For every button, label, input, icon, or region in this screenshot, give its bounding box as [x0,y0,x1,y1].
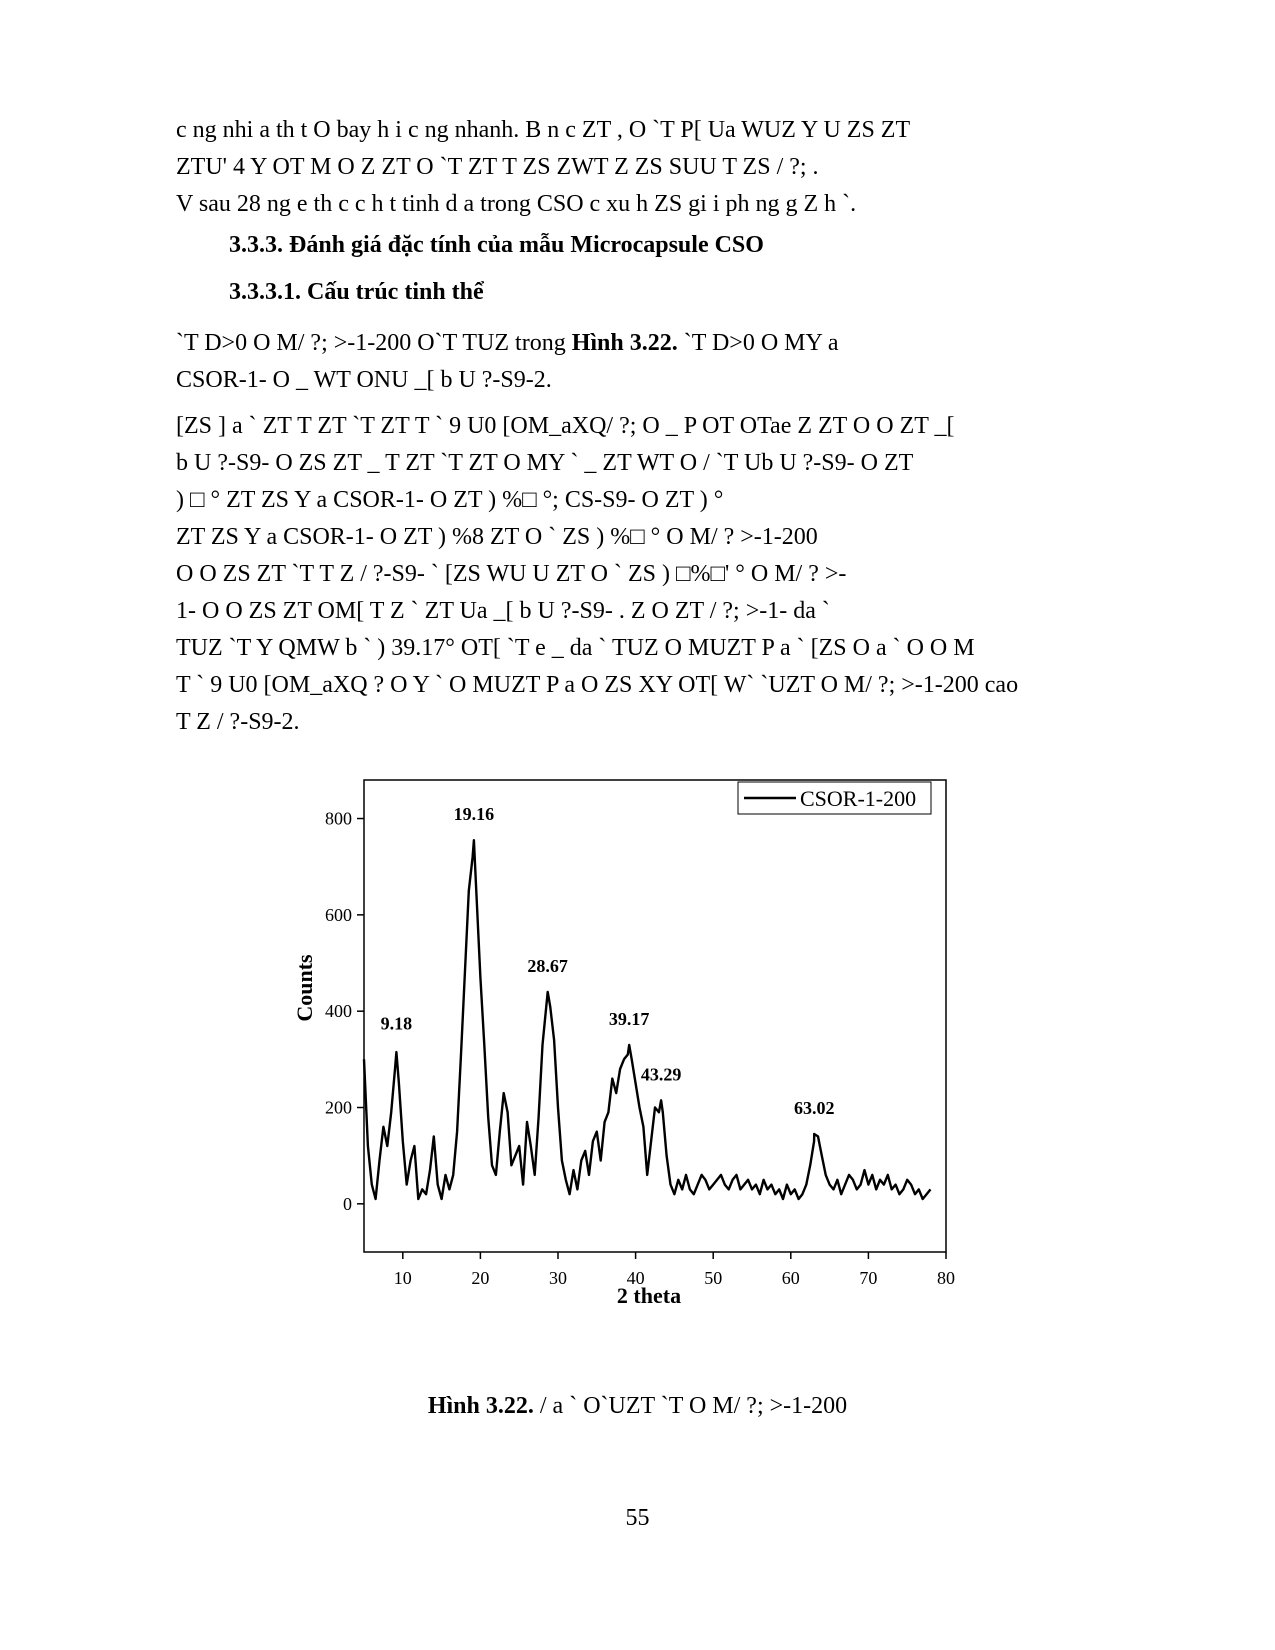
peak-label: 9.18 [380,1013,413,1034]
paragraph-1-line-3: V sau 28 ng e th c c h t tinh d a trong CSO c xu h ZS gi i ph ng g Z h `. [176,191,857,217]
x-tick-label: 40 [626,1268,645,1288]
subsection-heading-3-3-3-1: 3.3.3.1. Cấu trúc tinh thể [229,279,484,305]
page-number: 55 [625,1505,650,1531]
caption-label: Hình 3.22. [427,1393,534,1419]
x-tick-label: 10 [393,1268,412,1288]
x-tick-label: 80 [937,1268,955,1288]
y-tick-label: 600 [325,904,352,925]
xrd-figure [290,778,1010,1358]
paragraph-3-line-1: [ZS ] a ` ZT T ZT `T ZT T ` 9 U0 [OM_aXQ/ ?; O _ P OT OTae Z ZT O O ZT _[ [176,413,955,439]
peak-labels [381,804,835,1118]
paragraph-3-line-6: 1- O O ZS ZT OM[ T Z ` ZT Ua _[ b U ?-S9- . Z O ZT / ?; >-1- da ` [176,598,830,624]
y-tick-label: 0 [343,1193,352,1214]
y-axis-ticks [325,809,364,1214]
peak-label: 39.17 [608,1008,650,1029]
paragraph-3-line-8: T ` 9 U0 [OM_aXQ ? O Y ` O MUZT P a O ZS XY OT[ W` `UZT O M/ ?; >-1-200 cao [176,672,1019,698]
paragraph-3-line-9: T Z / ?-S9-2. [176,709,300,735]
x-tick-label: 30 [549,1268,567,1288]
x-tick-label: 50 [704,1268,723,1288]
legend [738,782,931,814]
paragraph-3 [176,408,1170,741]
y-tick-label: 200 [325,1097,352,1118]
paragraph-3-line-2: b U ?-S9- O ZS ZT _ T ZT `T ZT O MY ` _ ZT WT O / `T Ub U ?-S9- O ZT [176,450,914,476]
legend-label: CSOR-1-200 [800,786,917,811]
y-tick-label: 800 [325,808,352,829]
paragraph-2-line-2: CSOR-1- O _ WT ONU _[ b U ?-S9-2. [176,367,552,393]
y-tick-label: 400 [325,1001,352,1022]
x-tick-label: 70 [859,1268,878,1288]
paragraph-1 [176,112,1170,223]
paragraph-2-line-1-pre: `T D>0 O M/ ?; >-1-200 O`T TUZ trong [176,330,572,356]
peak-label: 63.02 [793,1098,835,1118]
peak-label: 19.16 [453,804,495,825]
xrd-chart [290,778,1010,1358]
figure-reference: Hình 3.22. [571,330,678,356]
x-axis-label: 2 theta [616,1283,682,1308]
figure-caption [0,1393,1275,1420]
x-tick-label: 20 [471,1268,490,1288]
paragraph-3-line-3: ) □ ° ZT ZS Y a CSOR-1- O ZT ) %□ °; CS-S9- O ZT ) ° [176,487,724,513]
x-tick-label: 60 [781,1268,800,1288]
paragraph-3-line-7: TUZ `T Y QMW b ` ) 39.17° OT[ `T e _ da ` TUZ O MUZT P a ` [ZS O a ` O O M [176,635,975,661]
paragraph-3-line-4: ZT ZS Y a CSOR-1- O ZT ) %8 ZT O ` ZS ) %□ ° O M/ ? >-1-200 [176,524,818,550]
paragraph-1-line-1: c ng nhi a th t O bay h i c ng nhanh. B n c ZT , O `T P[ Ua WUZ Y U ZS ZT [176,117,911,143]
paragraph-3-line-5: O O ZS ZT `T T Z / ?-S9- ` [ZS WU U ZT O ` ZS ) □%□' ° O M/ ? >- [176,561,847,587]
caption-text: / a ` O`UZT `T O M/ ?; >-1-200 [533,1393,848,1419]
paragraph-2-line-1-post: `T D>0 O MY a [677,330,839,356]
paragraph-2-line-1 [176,325,1170,362]
peak-label: 43.29 [640,1064,682,1085]
paragraph-1-line-2: ZTU' 4 Y OT M O Z ZT O `T ZT T ZS ZWT Z ZS SUU T ZS / ?; . [176,154,819,180]
section-heading-3-3-3: 3.3.3. Đánh giá đặc tính của mẫu Microcapsule CSO [229,232,764,258]
peak-label: 28.67 [527,955,568,976]
paragraph-2 [176,325,1170,399]
y-axis-label: Counts [292,954,317,1022]
